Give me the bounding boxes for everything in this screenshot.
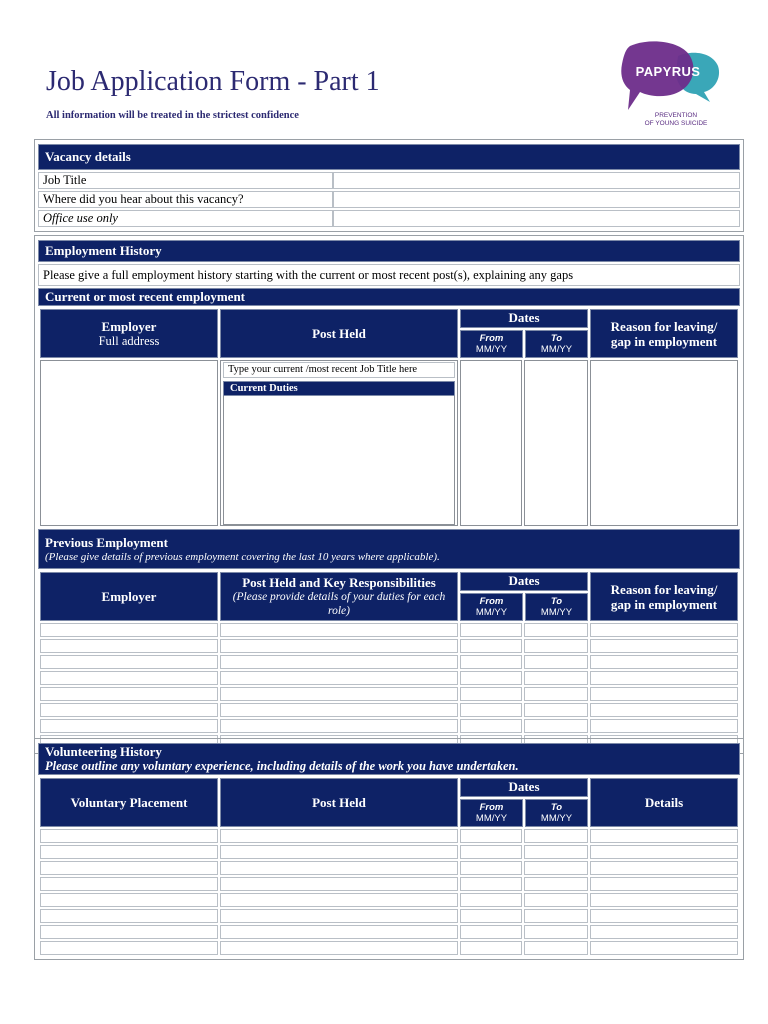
- volunteering-row: [40, 909, 738, 923]
- previous-employment-cell[interactable]: [220, 655, 458, 669]
- placement-header: Voluntary Placement: [40, 778, 218, 827]
- previous-employment-cell[interactable]: [460, 703, 522, 717]
- volunteer-dates-header: [460, 778, 588, 827]
- previous-post-header: [220, 572, 458, 621]
- volunteering-cell[interactable]: [590, 909, 738, 923]
- volunteer-to-header: [525, 799, 588, 827]
- logo-tagline-line-1: PREVENTION: [654, 112, 698, 119]
- volunteering-cell[interactable]: [40, 829, 218, 843]
- volunteering-cell[interactable]: [590, 861, 738, 875]
- previous-employment-cell[interactable]: [40, 719, 218, 733]
- volunteer-to-label: To: [550, 802, 563, 813]
- employment-instruction: Please give a full employment history starting with the current or most recent post(s), explaining any gaps: [38, 264, 740, 286]
- previous-employment-cell[interactable]: [40, 703, 218, 717]
- previous-employment-cell[interactable]: [40, 655, 218, 669]
- volunteering-cell[interactable]: [220, 925, 458, 939]
- previous-employment-cell[interactable]: [460, 687, 522, 701]
- vacancy-source-label: Where did you hear about this vacancy?: [38, 191, 333, 208]
- volunteering-cell[interactable]: [220, 893, 458, 907]
- volunteering-section: [34, 738, 744, 960]
- volunteering-cell[interactable]: [460, 941, 522, 955]
- previous-employment-heading: [38, 529, 740, 569]
- previous-from-format: MM/YY: [475, 607, 508, 618]
- vacancy-source-field[interactable]: [333, 191, 740, 208]
- vacancy-heading: Vacancy details: [38, 144, 740, 170]
- previous-dates-title: Dates: [460, 572, 588, 591]
- volunteering-cell[interactable]: [524, 877, 588, 891]
- previous-employment-cell[interactable]: [40, 639, 218, 653]
- previous-employment-cell[interactable]: [460, 655, 522, 669]
- volunteering-cell[interactable]: [590, 893, 738, 907]
- previous-employment-row: [40, 719, 738, 733]
- previous-employment-cell[interactable]: [460, 623, 522, 637]
- volunteering-cell[interactable]: [590, 845, 738, 859]
- volunteer-post-header: Post Held: [220, 778, 458, 827]
- volunteer-from-label: From: [479, 802, 504, 813]
- previous-employment-row: [40, 671, 738, 685]
- volunteer-dates-title: Dates: [460, 778, 588, 797]
- previous-employment-cell[interactable]: [590, 719, 738, 733]
- dates-title: Dates: [460, 309, 588, 328]
- employer-address-sublabel: Full address: [98, 333, 160, 348]
- volunteering-cell[interactable]: [460, 909, 522, 923]
- employer-header-label: Employer: [101, 318, 157, 334]
- previous-employment-title: Previous Employment: [45, 535, 168, 550]
- volunteering-cell[interactable]: [40, 877, 218, 891]
- volunteering-cell[interactable]: [590, 829, 738, 843]
- dates-header: [460, 309, 588, 358]
- previous-employment-row: [40, 687, 738, 701]
- previous-employment-cell[interactable]: [524, 719, 588, 733]
- vacancy-section: [34, 139, 744, 232]
- previous-reason-line-2: gap in employment: [610, 596, 718, 612]
- volunteering-cell[interactable]: [460, 845, 522, 859]
- volunteering-cell[interactable]: [40, 893, 218, 907]
- employer-header: [40, 309, 218, 358]
- current-employer-field[interactable]: [40, 360, 218, 526]
- volunteering-cell[interactable]: [220, 909, 458, 923]
- volunteering-cell[interactable]: [590, 941, 738, 955]
- previous-employment-cell[interactable]: [40, 671, 218, 685]
- volunteering-cell[interactable]: [40, 845, 218, 859]
- previous-employer-header: Employer: [40, 572, 218, 621]
- previous-employment-cell[interactable]: [590, 639, 738, 653]
- previous-employment-cell[interactable]: [460, 719, 522, 733]
- previous-employment-cell[interactable]: [220, 623, 458, 637]
- from-header: [460, 330, 523, 358]
- to-label: To: [550, 333, 563, 344]
- volunteer-from-header: [460, 799, 523, 827]
- current-from-field[interactable]: [460, 360, 522, 526]
- previous-reason-header: [590, 572, 738, 621]
- volunteering-cell[interactable]: [524, 925, 588, 939]
- previous-to-header: [525, 593, 588, 621]
- volunteering-cell[interactable]: [524, 861, 588, 875]
- previous-employment-cell[interactable]: [220, 671, 458, 685]
- volunteering-heading: [38, 743, 740, 775]
- volunteering-cell[interactable]: [524, 845, 588, 859]
- volunteering-cell[interactable]: [524, 893, 588, 907]
- previous-employment-row: [40, 703, 738, 717]
- from-label: From: [479, 333, 504, 344]
- volunteering-row: [40, 925, 738, 939]
- previous-employment-cell[interactable]: [590, 687, 738, 701]
- page-title: Job Application Form - Part 1: [46, 66, 380, 97]
- volunteering-cell[interactable]: [460, 877, 522, 891]
- office-use-field[interactable]: [333, 210, 740, 227]
- to-format: MM/YY: [540, 344, 573, 355]
- volunteering-cell[interactable]: [220, 861, 458, 875]
- volunteering-cell[interactable]: [590, 877, 738, 891]
- previous-employment-row: [40, 655, 738, 669]
- current-reason-field[interactable]: [590, 360, 738, 526]
- previous-employment-cell[interactable]: [460, 671, 522, 685]
- volunteering-note: Please outline any voluntary experience, including details of the work you have undertaken.: [45, 759, 519, 773]
- volunteering-cell[interactable]: [524, 829, 588, 843]
- previous-employment-cell[interactable]: [524, 671, 588, 685]
- volunteer-to-format: MM/YY: [540, 813, 573, 824]
- volunteering-cell[interactable]: [460, 925, 522, 939]
- previous-from-header: [460, 593, 523, 621]
- previous-employment-cell[interactable]: [220, 703, 458, 717]
- previous-post-header-label: Post Held and Key Responsibilities: [242, 575, 436, 590]
- previous-from-label: From: [479, 596, 504, 607]
- reason-header-line-1: Reason for leaving/: [610, 318, 718, 334]
- volunteering-row: [40, 893, 738, 907]
- volunteering-cell[interactable]: [40, 861, 218, 875]
- volunteering-cell[interactable]: [40, 925, 218, 939]
- logo-brand-text: PAPYRUS: [635, 64, 701, 79]
- volunteering-cell[interactable]: [220, 845, 458, 859]
- employment-history-section: [34, 235, 744, 754]
- previous-dates-header: [460, 572, 588, 621]
- previous-employment-cell[interactable]: [220, 719, 458, 733]
- volunteering-cell[interactable]: [524, 941, 588, 955]
- current-job-title-input[interactable]: Type your current /most recent Job Title here: [223, 362, 455, 378]
- previous-post-header-note: (Please provide details of your duties for each role): [232, 591, 446, 617]
- logo-tagline: [618, 112, 734, 128]
- to-header: [525, 330, 588, 358]
- volunteering-cell[interactable]: [590, 925, 738, 939]
- current-post-cell: [220, 360, 458, 526]
- current-duties-field[interactable]: [223, 396, 455, 525]
- volunteering-cell[interactable]: [40, 909, 218, 923]
- volunteering-cell[interactable]: [220, 877, 458, 891]
- post-held-header: Post Held: [220, 309, 458, 358]
- previous-employment-cell[interactable]: [220, 687, 458, 701]
- reason-header-line-2: gap in employment: [610, 333, 718, 349]
- confidentiality-note: All information will be treated in the strictest confidence: [46, 110, 299, 121]
- volunteering-title: Volunteering History: [45, 744, 162, 759]
- previous-employment-cell[interactable]: [590, 703, 738, 717]
- previous-employment-cell[interactable]: [220, 639, 458, 653]
- previous-employment-cell[interactable]: [40, 623, 218, 637]
- previous-reason-line-1: Reason for leaving/: [610, 581, 718, 597]
- volunteering-cell[interactable]: [220, 941, 458, 955]
- volunteering-cell[interactable]: [524, 909, 588, 923]
- previous-employment-cell[interactable]: [524, 687, 588, 701]
- previous-employment-rows: [40, 623, 738, 749]
- job-title-field[interactable]: [333, 172, 740, 189]
- previous-employment-cell[interactable]: [524, 703, 588, 717]
- current-to-field[interactable]: [524, 360, 588, 526]
- volunteering-row: [40, 845, 738, 859]
- previous-employment-cell[interactable]: [40, 687, 218, 701]
- volunteering-rows: [40, 829, 738, 955]
- volunteering-row: [40, 877, 738, 891]
- details-header: Details: [590, 778, 738, 827]
- volunteering-cell[interactable]: [40, 941, 218, 955]
- volunteering-cell[interactable]: [460, 861, 522, 875]
- previous-employment-cell[interactable]: [524, 639, 588, 653]
- previous-to-label: To: [550, 596, 563, 607]
- volunteering-cell[interactable]: [460, 829, 522, 843]
- papyrus-logo: [618, 38, 744, 134]
- volunteering-row: [40, 861, 738, 875]
- previous-to-format: MM/YY: [540, 607, 573, 618]
- employment-history-heading: Employment History: [38, 240, 740, 262]
- from-format: MM/YY: [475, 344, 508, 355]
- previous-employment-cell[interactable]: [590, 623, 738, 637]
- previous-employment-cell[interactable]: [590, 671, 738, 685]
- current-employment-heading: Current or most recent employment: [38, 288, 740, 306]
- job-title-label: Job Title: [38, 172, 333, 189]
- previous-employment-cell[interactable]: [524, 655, 588, 669]
- volunteering-row: [40, 829, 738, 843]
- previous-employment-row: [40, 623, 738, 637]
- previous-employment-cell[interactable]: [524, 623, 588, 637]
- current-duties-label: Current Duties: [223, 381, 455, 396]
- office-use-label: Office use only: [38, 210, 333, 227]
- volunteering-cell[interactable]: [220, 829, 458, 843]
- volunteering-row: [40, 941, 738, 955]
- previous-employment-cell[interactable]: [590, 655, 738, 669]
- volunteer-from-format: MM/YY: [475, 813, 508, 824]
- previous-employment-cell[interactable]: [460, 639, 522, 653]
- previous-employment-row: [40, 639, 738, 653]
- reason-header: [590, 309, 738, 358]
- logo-tagline-line-2: OF YOUNG SUICIDE: [644, 120, 708, 127]
- volunteering-cell[interactable]: [460, 893, 522, 907]
- previous-employment-note: (Please give details of previous employment covering the last 10 years where applicable).: [45, 551, 440, 563]
